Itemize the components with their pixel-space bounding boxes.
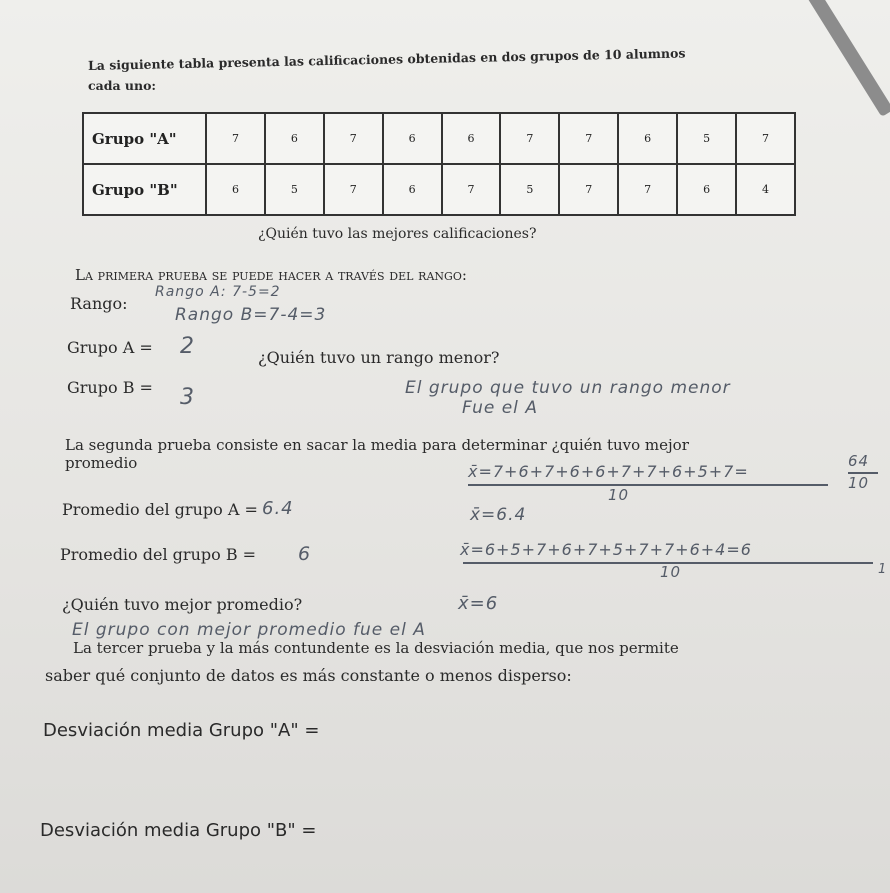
calc-b-numerator: x̄=6+5+7+6+7+5+7+7+6+4=6	[460, 540, 752, 559]
table-cell: 5	[265, 164, 324, 215]
table-cell: 4	[736, 164, 795, 215]
calc-a-denominator: 10	[608, 486, 630, 504]
table-cell: 6	[265, 113, 324, 164]
table-cell: 6	[442, 113, 501, 164]
table-cell: 6	[618, 113, 677, 164]
calc-a-result: x̄=6.4	[470, 505, 527, 525]
table-cell: 7	[618, 164, 677, 215]
rango-label: Rango:	[70, 294, 128, 313]
grupo-b-label: Grupo B =	[67, 378, 153, 397]
promedio-a-label: Promedio del grupo A =	[62, 500, 258, 519]
test1-intro: La primera prueba se puede hacer a través del rango:	[75, 266, 467, 284]
calc-a-frac-num: 64	[848, 452, 870, 470]
test2-intro-line-2: promedio	[65, 454, 138, 472]
hand-rango-b: Rango B=7-4=3	[175, 305, 327, 325]
calc-a-numerator: x̄=7+6+7+6+6+7+7+6+5+7=	[468, 462, 749, 481]
test3-intro-line-2: saber qué conjunto de datos es más constante o menos disperso:	[45, 666, 572, 685]
desviacion-a-label: Desviación media Grupo "A" =	[43, 720, 320, 741]
promedio-b-label: Promedio del grupo B =	[60, 545, 257, 564]
table-cell: 6	[206, 164, 265, 215]
table-cell: 7	[442, 164, 501, 215]
table-row-grupo-a	[83, 113, 795, 164]
scores-table	[82, 112, 796, 216]
calc-b-frac-den: 1	[878, 562, 888, 577]
test2-question: ¿Quién tuvo mejor promedio?	[62, 595, 303, 614]
table-cell: 7	[324, 164, 383, 215]
grupo-a-label: Grupo A =	[67, 338, 153, 357]
calc-a-fraction-bar	[468, 484, 828, 486]
table-row-grupo-b	[83, 164, 795, 215]
test1-question: ¿Quién tuvo un rango menor?	[258, 348, 500, 367]
test3-intro-line-1: La tercer prueba y la más contundente es la desviación media, que nos permite	[73, 639, 679, 657]
table-cell: 7	[206, 113, 265, 164]
calc-b-denominator: 10	[660, 563, 682, 581]
test1-answer-line-2: Fue el A	[462, 398, 538, 418]
test2-answer: El grupo con mejor promedio fue el A	[72, 620, 426, 640]
row-label: Grupo "B"	[83, 164, 206, 215]
desviacion-b-label: Desviación media Grupo "B" =	[40, 820, 317, 841]
row-label: Grupo "A"	[83, 113, 206, 164]
grupo-b-answer: 3	[180, 385, 195, 410]
hand-rango-a: Rango A: 7-5=2	[155, 284, 281, 300]
promedio-b-answer: 6	[298, 543, 312, 565]
table-cell: 7	[324, 113, 383, 164]
promedio-a-answer: 6.4	[262, 498, 294, 519]
table-cell: 7	[500, 113, 559, 164]
table-cell: 7	[736, 113, 795, 164]
table-cell: 6	[383, 164, 442, 215]
table-cell: 7	[559, 113, 618, 164]
main-question: ¿Quién tuvo las mejores calificaciones?	[258, 226, 537, 242]
intro-line-1: La siguiente tabla presenta las calificaciones obtenidas en dos grupos de 10 alumnos	[87, 45, 686, 73]
table-cell: 5	[677, 113, 736, 164]
table-cell: 5	[500, 164, 559, 215]
table-cell: 6	[677, 164, 736, 215]
calc-b-result: x̄=6	[458, 593, 499, 614]
test1-answer-line-1: El grupo que tuvo un rango menor	[405, 378, 731, 398]
calc-a-frac-den: 10	[848, 474, 870, 492]
grupo-a-answer: 2	[180, 334, 195, 359]
test2-intro-line-1: La segunda prueba consiste en sacar la media para determinar ¿quién tuvo mejor	[65, 436, 689, 454]
table-cell: 6	[383, 113, 442, 164]
table-cell: 7	[559, 164, 618, 215]
intro-line-2: cada uno:	[88, 78, 157, 93]
